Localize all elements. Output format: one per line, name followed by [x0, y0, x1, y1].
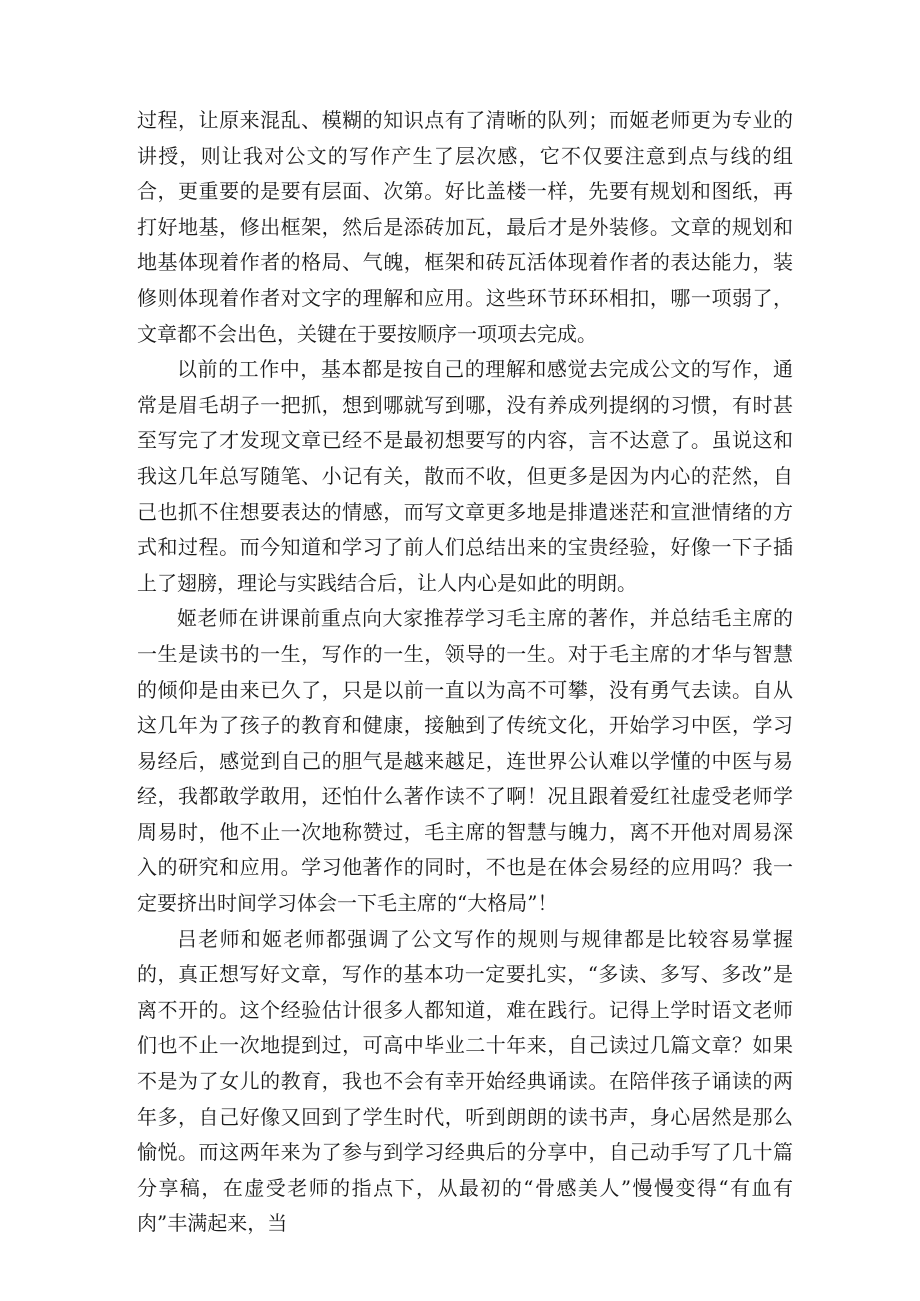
paragraph-2: 以前的工作中，基本都是按自己的理解和感觉去完成公文的写作，通常是眉毛胡子一把抓，想到哪就写到哪，没有养成列提纲的习惯，有时甚至写完了才发现文章已经不是最初想要写的内容，言不达意了。虽说这和我这几年总写随笔、小记有关，散而不收，但更多是因为内心的茫然，自己也抓不住想要表达的情感，而写文章更多地是排遣迷茫和宣泄情绪的方式和过程。而今知道和学习了前人们总结出来的宝贵经验，好像一下子插上了翅膀，理论与实践结合后，让人内心是如此的明朗。: [137, 357, 793, 595]
paragraph-4: 吕老师和姬老师都强调了公文写作的规则与规律都是比较容易掌握的，真正想写好文章，写作的基本功一定要扎实，“多读、多写、多改”是离不开的。这个经验估计很多人都知道，难在践行。记得上学时语文老师们也不止一次地提到过，可高中毕业二十年来，自己读过几篇文章？如果不是为了女儿的教育，我也不会有幸开始经典诵读。在陪伴孩子诵读的两年多，自己好像又回到了学生时代，听到朗朗的读书声，身心居然是那么愉悦。而这两年来为了参与到学习经典后的分享中，自己动手写了几十篇分享稿，在虚受老师的指点下，从最初的“骨感美人”慢慢变得“有血有肉”丰满起来，当: [137, 926, 793, 1236]
document-body: [137, 103, 793, 1242]
paragraph-1: 过程，让原来混乱、模糊的知识点有了清晰的队列；而姬老师更为专业的讲授，则让我对公文的写作产生了层次感，它不仅要注意到点与线的组合，更重要的是要有层面、次第。好比盖楼一样，先要有规划和图纸，再打好地基，修出框架，然后是添砖加瓦，最后才是外装修。文章的规划和地基体现着作者的格局、气魄，框架和砖瓦活体现着作者的表达能力，装修则体现着作者对文字的理解和应用。这些环节环环相扣，哪一项弱了，文章都不会出色，关键在于要按顺序一项项去完成。: [137, 108, 793, 346]
paragraph-3: 姬老师在讲课前重点向大家推荐学习毛主席的著作，并总结毛主席的一生是读书的一生，写作的一生，领导的一生。对于毛主席的才华与智慧的倾仰是由来已久了，只是以前一直以为高不可攀，没有勇气去读。自从这几年为了孩子的教育和健康，接触到了传统文化，开始学习中医，学习易经后，感觉到自己的胆气是越来越足，连世界公认难以学懂的中医与易经，我都敢学敢用，还怕什么著作读不了啊！况且跟着爱红社虚受老师学周易时，他不止一次地称赞过，毛主席的智慧与魄力，离不开他对周易深入的研究和应用。学习他著作的同时，不也是在体会易经的应用吗？我一定要挤出时间学习体会一下毛主席的“大格局”！: [137, 606, 793, 916]
